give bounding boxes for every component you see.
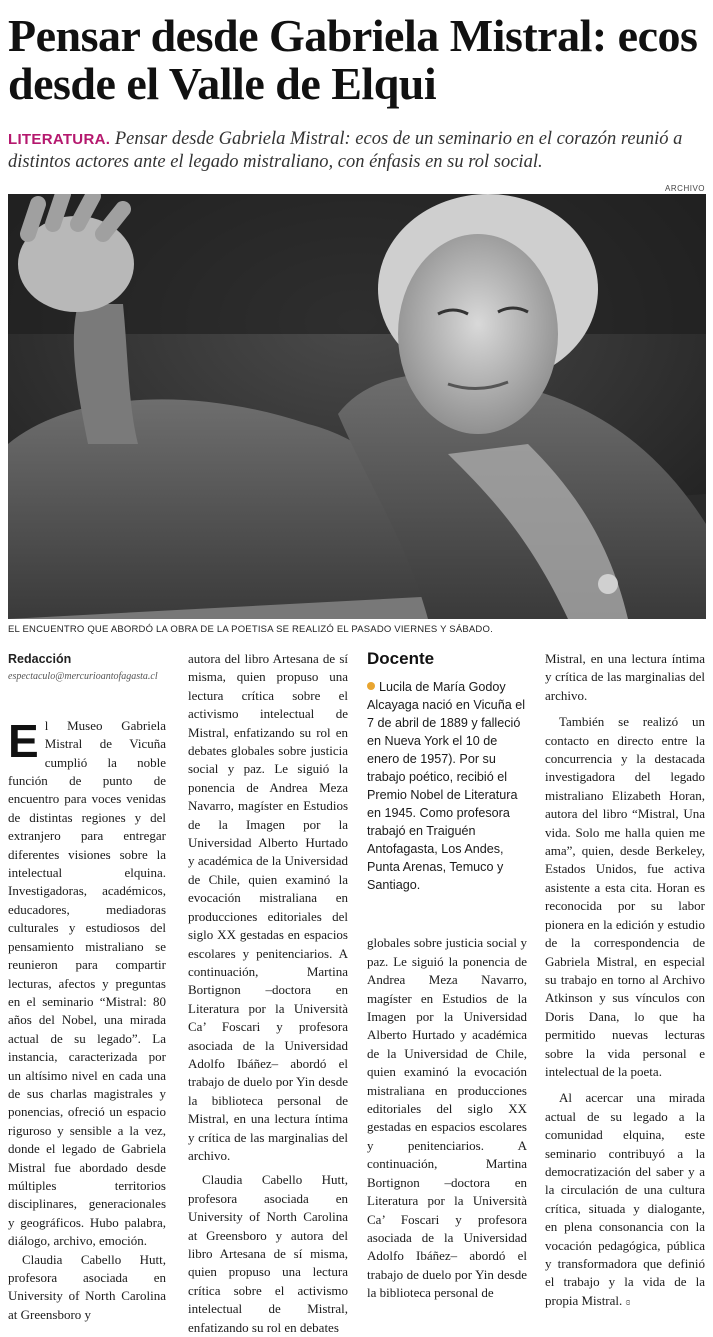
article-column-2 xyxy=(188,650,348,1337)
article-column-3 xyxy=(367,650,527,1303)
body-paragraph-7: También se realizó un contacto en directo entre la concurrencia y la destacada investigadora del legado mistraliano Elizabeth Horan, autora del libro “Mistral, Una vida. Solo me halla quien me ama”, quien, desde Berkeley, Estados Unidos, fue activa asistente a esta cita. Horan es reconocida por su labor pionera en la edición y estudio de la correspondencia de Gabriela Mistral, en especial su trabajo en torno al Archivo Atkinson y sus vínculos con Doris Dana, lo que ha permitido nuevas lecturas sobre la vida personal e intelectual de la poeta. xyxy=(545,714,705,1079)
body-paragraph-6: Mistral, en una lectura íntima y crítica de las marginalias del archivo. xyxy=(545,651,705,703)
bullet-icon xyxy=(367,682,375,690)
article-column-1 xyxy=(8,650,166,1324)
end-mark-icon: ɞ xyxy=(625,1295,631,1308)
photo-gabriela-mistral xyxy=(8,194,706,619)
body-paragraph-2: Claudia Cabello Hutt, profesora asociada en University of North Carolina at Greensboro y xyxy=(8,1251,166,1322)
dropcap: E xyxy=(8,714,39,767)
photo-illustration xyxy=(8,194,706,619)
body-paragraph-4: Claudia Cabello Hutt, profesora asociada en University of North Carolina at Greensboro y autora del libro Artesana de sí misma, quien propuso una lectura crítica sobre el activismo intelectual de Mistral, enfatizando su rol en debates xyxy=(188,1172,348,1335)
lead-text: Pensar desde Gabriela Mistral: ecos de un seminario en el corazón reunió a distintos actores ante el legado mistraliano, con énfasis en su rol social. xyxy=(8,129,683,172)
byline-email[interactable]: espectaculo@mercurioantofagasta.cl xyxy=(8,671,158,683)
headline: Pensar desde Gabriela Mistral: ecos desde el Valle de Elqui xyxy=(8,10,698,109)
body-paragraph-3: autora del libro Artesana de sí misma, quien propuso una lectura crítica sobre el activismo intelectual de Mistral, enfatizando su rol en debates globales sobre justicia social y paz. Le siguió la ponencia de Andrea Meza Navarro, magíster en Estudios de la Imagen por la Universidad Alberto Hurtado y académica de la Universidad de Chile, quien examinó la evocación mistraliana en producciones editoriales del siglo XX gestadas en espacios escolares y penitenciarios. A continuación, Martina Bortignon –doctora en Literatura por la Università Ca’ Foscari y profesora asociada de la Universidad Adolfo Ibáñez– abordó el trabajo de duelo por Yin desde la biblioteca personal de Mistral, en una lectura íntima y crítica de las marginalias del archivo. xyxy=(188,651,348,1163)
body-paragraph-1-text: l Museo Gabriela Mistral de Vicuña cumplió la noble función de punto de encuentro para voces venidas de distintas regiones y del extranjero para entregar diferentes visiones sobre la intelectual elquina. Investigadoras, académicos, educadores, mediadoras culturales y estudiosos del pensamiento mistraliano se reunieron para compartir lecturas, afectos y preguntas en el seminario “Mistral: 80 años del Nobel, una mirada actual de su legado”. La instancia, caracterizada por un altísimo nivel en cada una de sus charlas magistrales y ponencias, ofreció un espacio riguroso y sensible a la vez, donde el legado de Gabriela Mistral fue abordado desde múltiples territorios disciplinares, generacionales y geográficos. Hubo palabra, diálogo, archivo, emoción. xyxy=(8,717,166,1249)
body-paragraph-8-text: Al acercar una mirada actual de su legado a la comunidad elquina, este seminario contribuyó a la democratización del saber y a la circulación de una cultura crítica, situada y dialogante, en plena consonancia con la vocación pedagógica, pública y transformadora que definió el trabajo y la vida de la propia Mistral. xyxy=(545,1090,705,1308)
byline-author: Redacción xyxy=(8,652,72,666)
lead-paragraph xyxy=(8,128,708,174)
body-paragraph-1 xyxy=(8,714,166,1251)
sidebar-text xyxy=(367,678,527,894)
article-column-4 xyxy=(545,650,705,1311)
photo-caption: EL ENCUENTRO QUE ABORDÓ LA OBRA DE LA POETISA SE REALIZÓ EL PASADO VIERNES Y SÁBADO. xyxy=(8,624,493,635)
sidebar-title: Docente xyxy=(367,649,435,668)
body-paragraph-8 xyxy=(545,1089,705,1311)
photo-credit: ARCHIVO xyxy=(665,184,705,193)
sidebar-body: Lucila de María Godoy Alcayaga nació en Vicuña el 7 de abril de 1889 y falleció en Nueva York el 10 de enero de 1957). Por su trabajo poético, recibió el Premio Nobel de Literatura en 1945. Como profesora trabajó en Traiguén Antofagasta, Los Andes, Punta Arenas, Temuco y Santiago. xyxy=(367,680,525,893)
body-paragraph-5: globales sobre justicia social y paz. Le siguió la ponencia de Andrea Meza Navarro, magíster en Estudios de la Imagen por la Universidad Alberto Hurtado y académica de la Universidad de Chile, quien examinó la evocación mistraliana en producciones editoriales del siglo XX gestadas en espacios escolares y penitenciarios. A continuación, Martina Bortignon –doctora en Literatura por la Università Ca’ Foscari y profesora asociada de la Universidad Adolfo Ibáñez– abordó el trabajo de duelo por Yin desde la biblioteca personal de xyxy=(367,935,527,1301)
section-kicker: LITERATURA. xyxy=(8,131,111,148)
